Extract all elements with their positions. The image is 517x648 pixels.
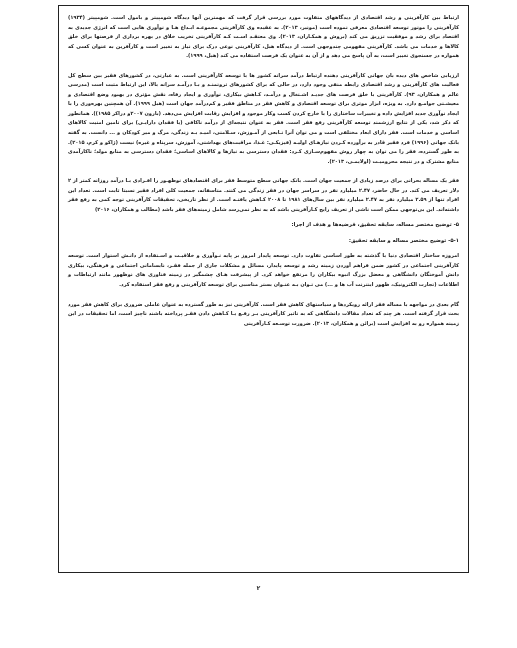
paragraph-spacer bbox=[68, 167, 459, 177]
paragraph-spacer bbox=[68, 291, 459, 301]
paragraph-poverty-crisis: فقر یک مساله بحرانی برای درصد زیادی از جمعیت جهان است. بانک جهانی سطح متوسط فقر برای اقتصادهای نوظهـور را افـرادی بـا درآمد روزانه کمتر از ۲ دلار تعریف می کند. در حال حاضر، ۲.۴۷ میلیارد نفر در سراسر جهان در فقر زندگی می کنند. متاسفانه، جمعیت کلی افراد فقیر نسبتا ثابت است. تعداد این افراد تنها از ۲.۵۹ میلیارد نفر به ۲.۴۷ میلیارد نفر بین سال‌های ۱۹۸۱ تا ۲۰۰۸ کـاهش یافتـه است. از نظر تاریخی، تحقیقات کارآفرینی توجه کمی به رفع فقر داشته‌اند. این بی‌توجهی ممکن است ناشی از تعریف رایج کـارآفرینی باشد که به نظر نمی‌رسد شامل زمینه‌های فقر باشد (مطالب و همکاران، ۲۰۱۶) bbox=[68, 178, 459, 213]
paragraph-gem-indicators: ارزیابی شاخص های دیده بان جهانی کارآفرینی دهنده ارتباط درآمد سرانه کشور ها با توسعه کارآفرینی است. به عبارتی، در کشورهای فقیر بین سطح کل فعالیت های کارآفرینی و رشد اقتصادی رابطه منفی وجود دارد، در حالی که برای کشورهای ثروتمنـد و بـا درآمـد سرانه بالا، این ارتباط مثبت است (مدرسی عالم و همکاران، ۹۳). کارآفرینی با خلق فرصت های جدیـد اشـتغال و درآمـد، کـاهش بیکاری، نوآوری و ایجاد رفاه، نقش مؤثری در بهبود وضع اقتصادی و معیشـتی جوامـع دارد. به ویژه، ابزار موثری برای توسعه اقتصادی و کاهش فقر در مناطق فقیر و کم‌درآمد جهان است (هبل ۱۹۹۹). آن همچنین بهره‌وری را با ایجاد نوآوری جدید افزایش داده و تغییرات ساختاری را با خارج کردن کسب وکار موجود و افزایش رقابت افزایش می‌دهد. (بارون ۲۰۰۷و دراکر ۱۹۸۵)). همانطور که ذکر شد، یکی از نتایج ارزشمند توسعه کارآفرینی رفع فقر است. فقر به عنوان نتیجه‌ای از درآمد ناکافی (یا فقدان دارایـی) برای تامین امنیت کالاهای اساسی و خدمات است. فقر دارای ابعاد مختلفی است و می توان آنرا تـابعی از آمـوزش، سـلامتی، امیـد بـه زندگی، مرگ و میر کودکان و ... دانست. به گفته بانک جهانی (۱۹۹۶) فرد فقیر قادر به برآورده کـردن نیازهـای اولیـه (فیزیکـی: غـذا، مراقبت‌های بهداشتی، آموزش، سرپناه و غیره) نیست (ژاکو و کرم، ۲۰۱۵). به طور گسترده، فقر را می توان به چهار روش مفهوم‌سـازی کـرد: فقدان دسترسی به نیازها و کالاهای اساسی؛ فقدان دسترسی به منابع مولد؛ ناکارآمدی منابع مشترک و در نتیجه محرومیـت (اولایمـی، ۲۰۱۳). bbox=[68, 72, 460, 165]
paragraph-economic-structure: امروزه ساختار اقتصادی دنیا با گذشته به طور اساسی تفاوت دارد. توسعه پایدار امروز بر پایه نـوآوری و خلاقیـت و اسـتفاده از دانـش استوار است. توسعه کارآفرینی اجتماعی در کشور ضمن فراهم آوردن زمینه رشد و توسعه پایدار، مسائل و مشکلات جاری از جمله فقـر، نابسامانی اجتماعی و فرهنگی، بیکاری دانش آموختگان دانشگاهی و معضل بزرگ انبوه بیکاران را مرتفع خواهد کرد. از پیشرفت هـای چشمگیر در زمینه فناوری های نوظهور مانند ارتباطات و اطلاعات (تجارت الکترونیک، ظهور اینترنت آب ها و ...) می تـوان بـه عنـوان بستر مناسبی برای توسعه کارآفرینی و رفع فقر استفاده کرد. bbox=[68, 253, 459, 289]
document-page-frame bbox=[58, 5, 469, 573]
subsection-heading: ۵-۱- توضیح مختصر مساله و سابقه تحقیق: bbox=[348, 237, 459, 244]
paragraph-poverty-reduction: گام بعدی در مواجهه با مساله فقر ارائه رویکردها و سیاستهای کاهش فقر است. کارآفرینی نیز به طور گسترده به عنوان عاملی ضروری برای کاهش فقر مورد بحث قرار گرفته است. هر چند که تعداد مقالات دانشگاهی که به تاثیر کارآفرینی بـر رفـع یـا کـاهش دادن فقـر پرداخته باشند ناچیز است، اما تحقیقات در این زمینه همواره رو به افزایش است (برائن و همکاران، ۲۰۱۳). ضرورت توسـعه کـارآفرینی bbox=[68, 301, 459, 327]
page-number: ۲ bbox=[256, 585, 261, 592]
paragraph-entrepreneurship-growth: ارتباط بین کارآفرینی و رشد اقتصادی از دیدگاههای متفاوت مورد بررسی قرار گرفت که مهمترین آنها دیدگاه شومپیتر و بامول است. شومپیتر (۱۹۳۴) کارآفرینی را موتور توسعه اقتصادی معرفی نموده است (مونیر، ۲۰۱۳). به عقیده وی کارآفرینی مجموعـه ابـداع هـا و نوآوری هایی است که انرژی جدیدی به اقتصاد برای رشد و موفقیت تزریق می کند (بروش و همکـاران، ۲۰۱۳). وی معتقـد اسـت کـه کارآفرینی تخریب خلاق در بهره برداری از فرصتها برای خلق کالاها و خدمات می باشد. کارآفرینی مفهومی چندوجهی است. از دیدگاه هبل، کارآفرینی نوعی درک برای نیاز به تغییر است و کارآفرین به عنوان کسی که همواره در جستجوی تغییر است، به آن پاسخ می دهد و از آن به عنوان یک فرصت استفاده می کند (هبل، ۱۹۹۹). bbox=[68, 15, 460, 60]
paragraph-spacer bbox=[68, 62, 459, 72]
section-heading: ۵- توضیح مختصر مساله، سابقه تحقیق، فرضیه‌ها و هدف از اجرا: bbox=[291, 222, 459, 229]
